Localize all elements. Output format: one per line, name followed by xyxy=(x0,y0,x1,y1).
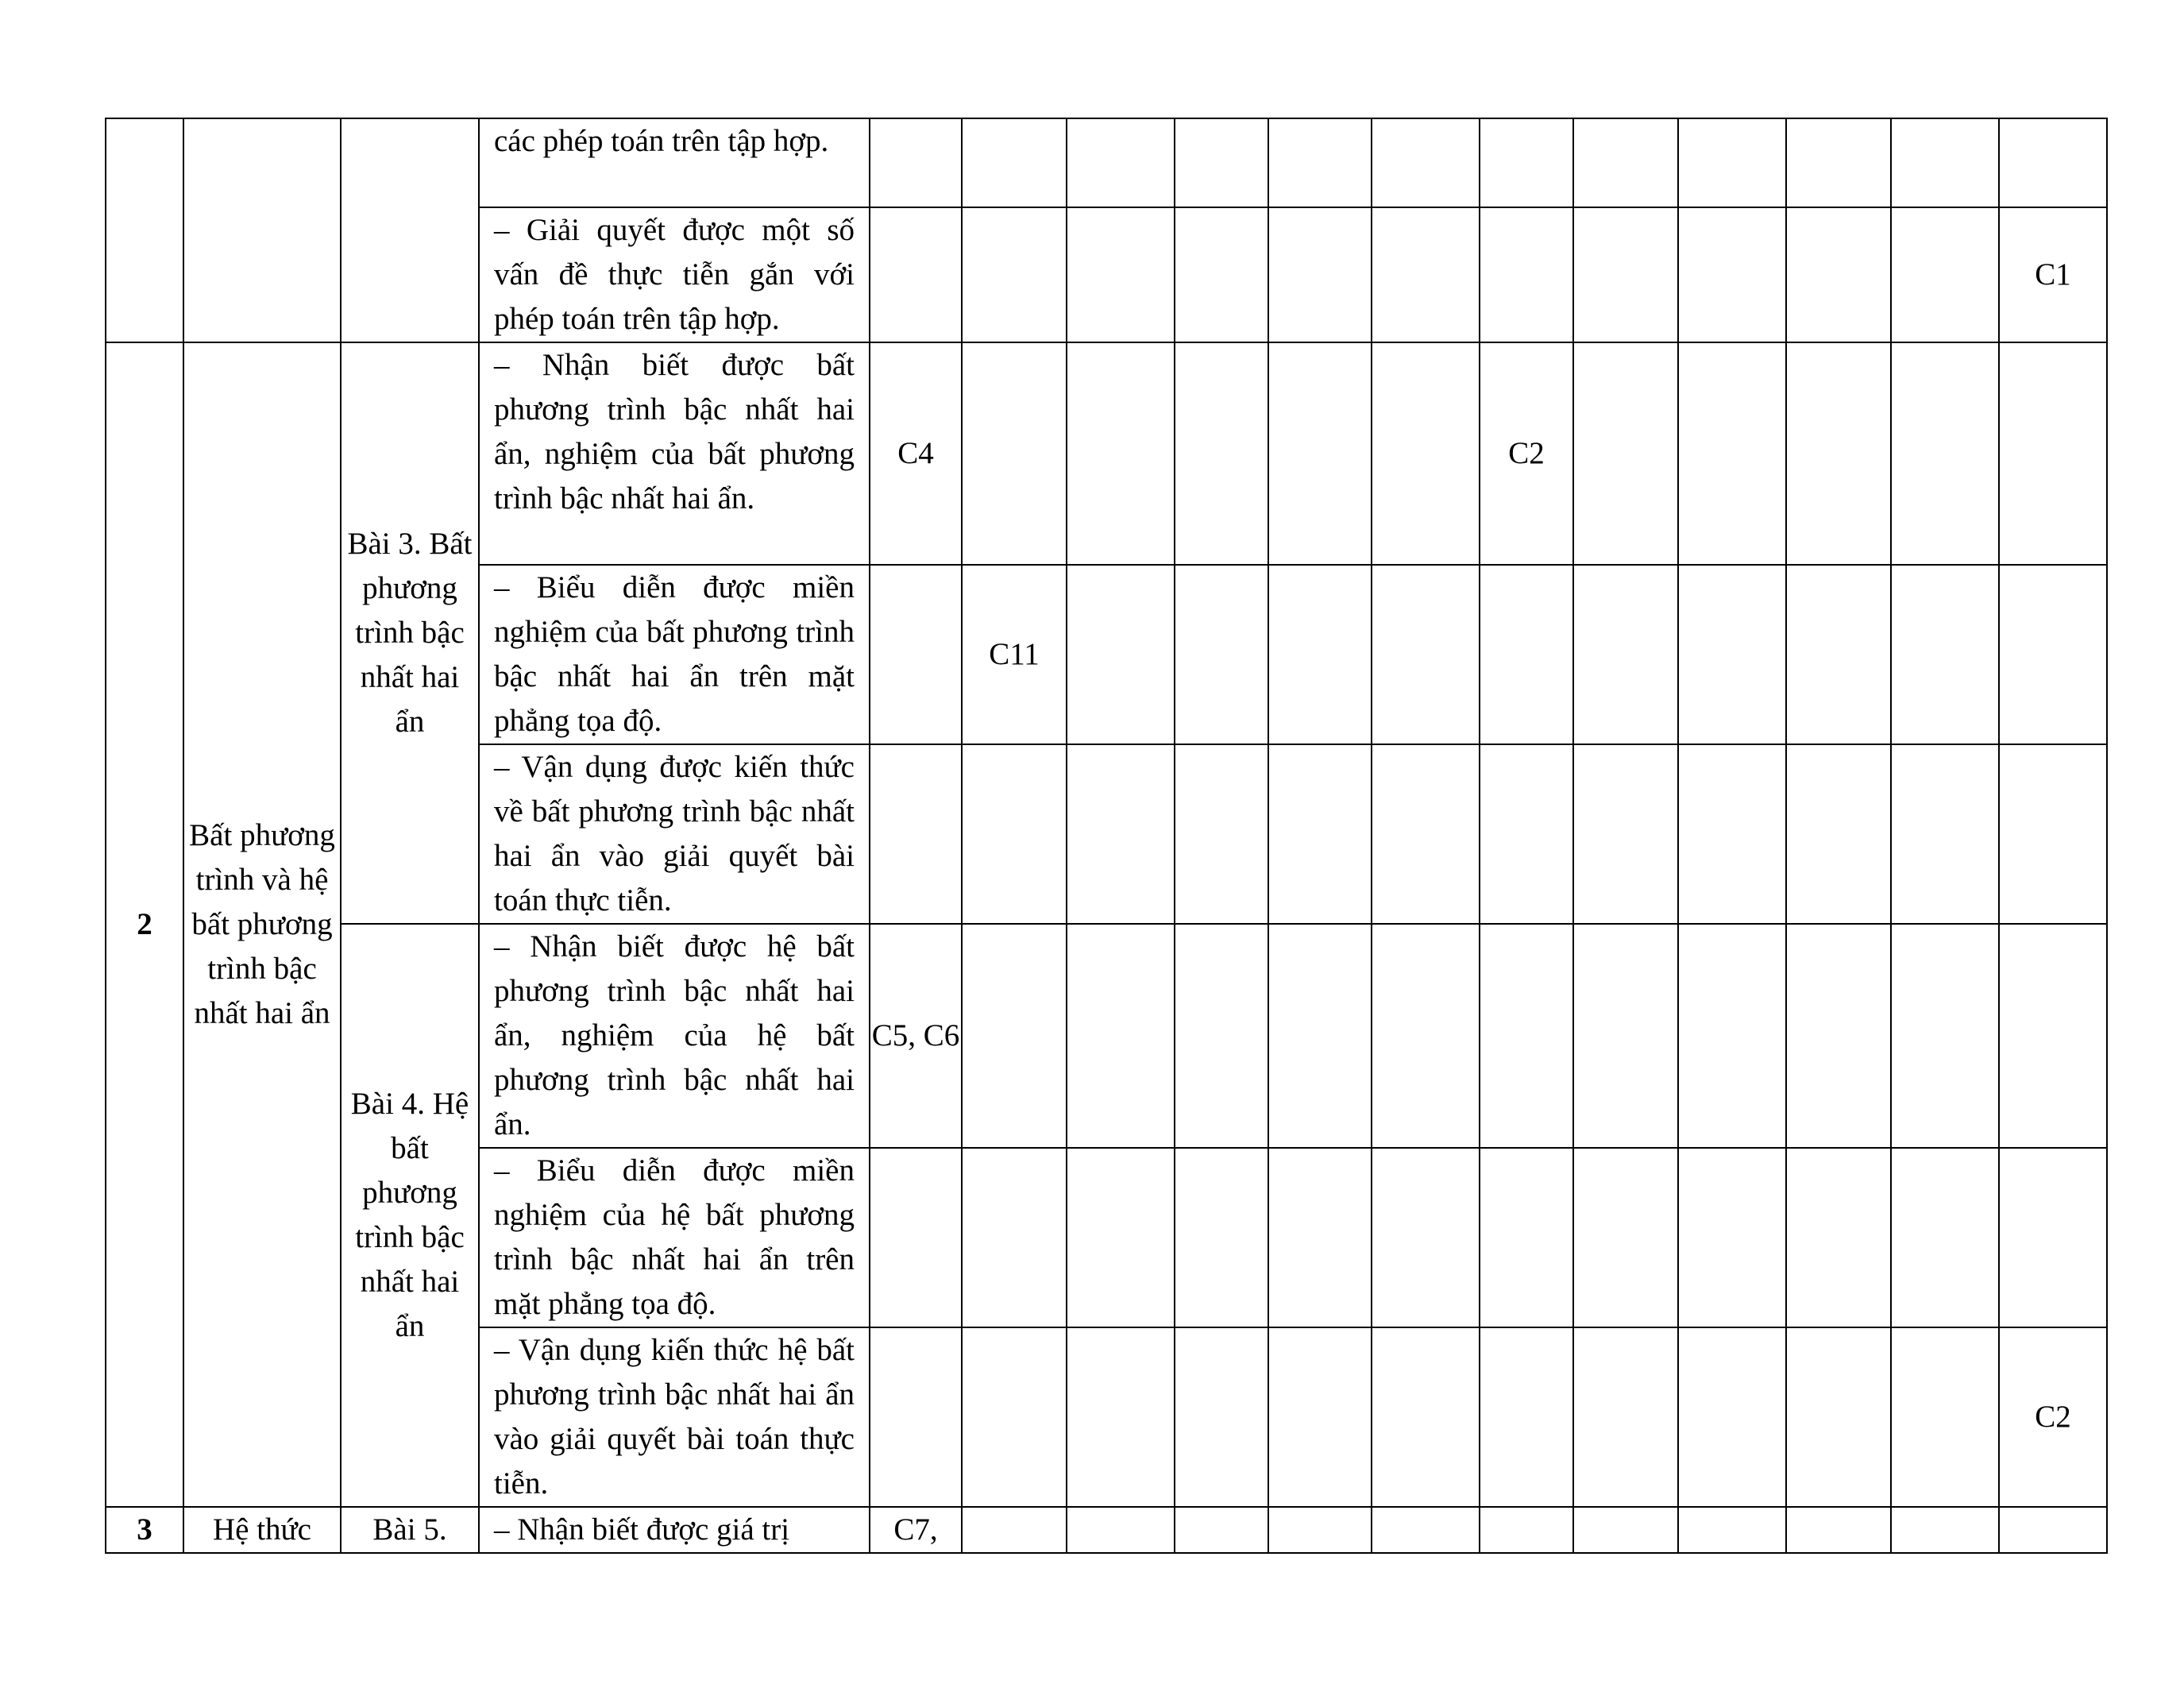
section-number: 2 xyxy=(106,342,183,1507)
requirement-text: – Nhận biết được giá trị xyxy=(479,1507,870,1553)
table-row xyxy=(106,118,2107,207)
lesson-name: Bài 4. Hệ bất phương trình bậc nhất hai ẩn xyxy=(341,924,479,1507)
requirement-text: – Vận dụng kiến thức hệ bất phương trình bậc nhất hai ẩn vào giải quyết bài toán thực tiễn. xyxy=(479,1327,870,1507)
question-code: C11 xyxy=(962,565,1067,744)
spec-matrix-table xyxy=(105,118,2108,1554)
lesson-name: Bài 3. Bất phương trình bậc nhất hai ẩn xyxy=(341,342,479,924)
requirement-text: – Nhận biết được hệ bất phương trình bậc nhất hai ẩn, nghiệm của hệ bất phương trình bậc nhất hai ẩn. xyxy=(479,924,870,1148)
table-row xyxy=(106,924,2107,1148)
question-code: C2 xyxy=(1480,342,1573,565)
cell-lesson xyxy=(341,118,479,342)
question-code: C1 xyxy=(1999,207,2107,342)
cell-number xyxy=(106,118,183,342)
table-row xyxy=(106,342,2107,565)
requirement-text: – Nhận biết được bất phương trình bậc nhất hai ẩn, nghiệm của bất phương trình bậc nhất hai ẩn. xyxy=(479,342,870,565)
question-code: C7, xyxy=(870,1507,962,1553)
section-number: 3 xyxy=(106,1507,183,1553)
cell-topic xyxy=(183,118,341,342)
lesson-name: Bài 5. xyxy=(341,1507,479,1553)
requirement-text: các phép toán trên tập hợp. xyxy=(479,118,870,207)
requirement-text: – Biểu diễn được miền nghiệm của hệ bất phương trình bậc nhất hai ẩn trên mặt phẳng tọa độ. xyxy=(479,1148,870,1327)
question-code: C4 xyxy=(870,342,962,565)
question-code: C2 xyxy=(1999,1327,2107,1507)
requirement-text: – Vận dụng được kiến thức về bất phương trình bậc nhất hai ẩn vào giải quyết bài toán thực tiễn. xyxy=(479,744,870,924)
requirement-text: – Biểu diễn được miền nghiệm của bất phương trình bậc nhất hai ẩn trên mặt phẳng tọa độ. xyxy=(479,565,870,744)
question-code: C5, C6 xyxy=(870,924,962,1148)
topic-name: Hệ thức xyxy=(183,1507,341,1553)
table-row xyxy=(106,1507,2107,1553)
requirement-text: – Giải quyết được một số vấn đề thực tiễn gắn với phép toán trên tập hợp. xyxy=(479,207,870,342)
topic-name: Bất phương trình và hệ bất phương trình bậc nhất hai ẩn xyxy=(183,342,341,1507)
